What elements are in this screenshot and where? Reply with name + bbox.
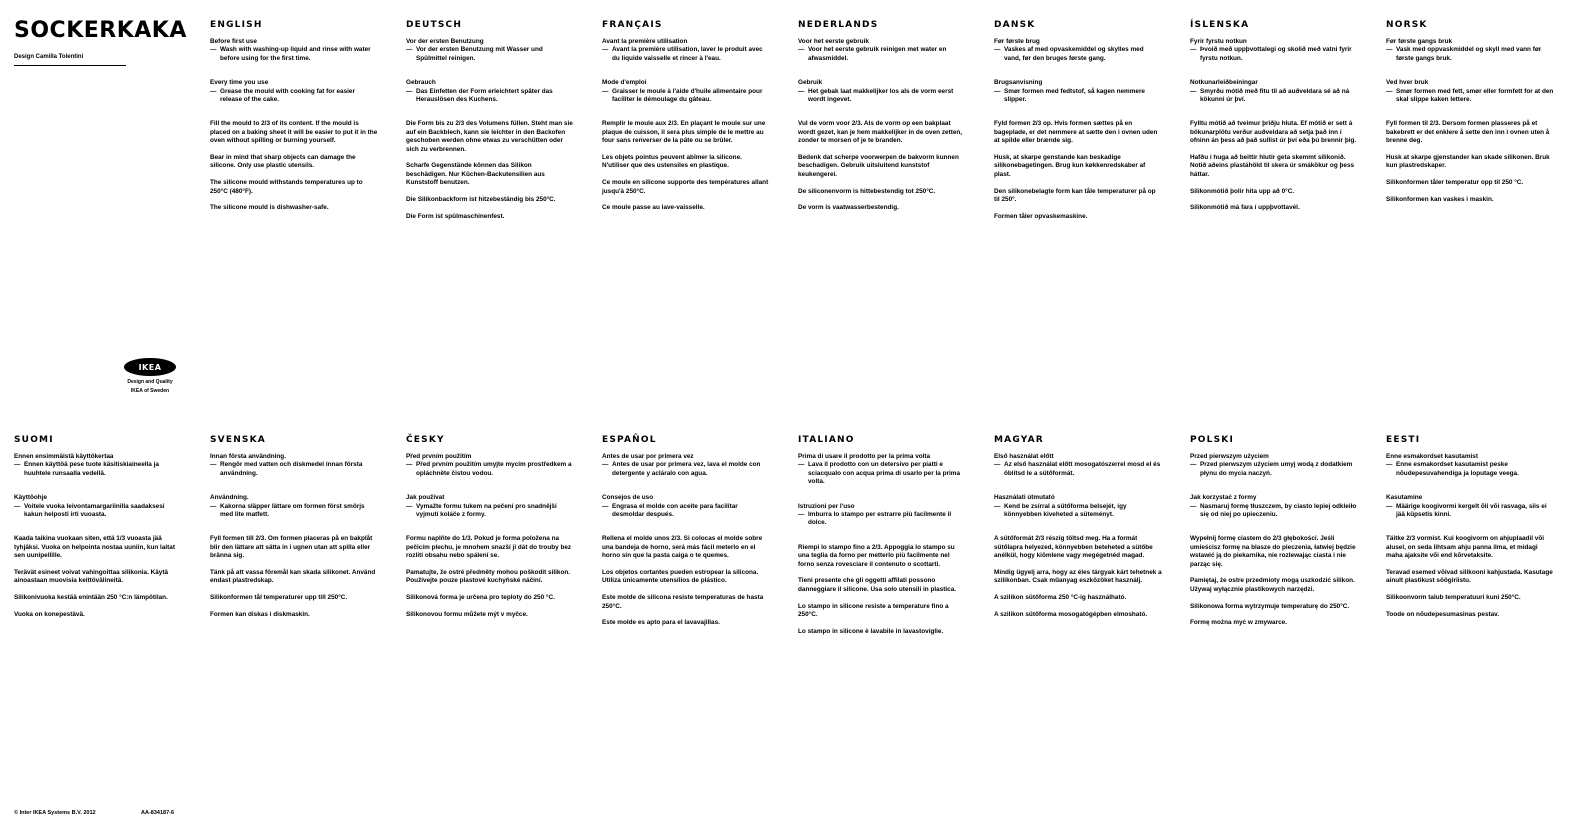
instruction-paragraph: Wypełnij formę ciastem do 2/3 głębokości. Jeśli umieścisz formę na blasze do pieczenia, łatwiej będzie wstawić ją do piekarnika, nie rozlewając ciasta i nie parząc się. [1190,535,1356,568]
instruction-paragraph: Fill the mould to 2/3 of its content. If the mould is placed on a baking sheet it will be easier to put it in the oven without spilling or burning yourself. [210,120,378,145]
before-first-use-text: Lava il prodotto con un detersivo per piatti e sciacqualo con acqua prima di usarlo per la prima volta. [808,461,961,486]
instruction-paragraph: Die Form bis zu 2/3 des Volumens füllen. Steht man sie auf ein Backblech, kann sie leichter in den Backofen geschoben werden ohne etwas zu verschütten oder sich zu verbrennen. [406,120,573,153]
instruction-paragraph: Fylltu mótið að tveimur þriðju hluta. Ef mótið er sett á bökunarplötu verður auðveldara að setja það inn í ofninn án þess að það sullist úr því eða þú brennir þig. [1190,120,1357,145]
usage-title: Käyttöohje [14,494,48,502]
dash-bullet: — [994,87,1001,95]
instruction-paragraph: Die Silikonbackform ist hitzebeständig bis 250°C. [406,196,556,204]
language-section [602,20,770,221]
instruction-paragraph: Silikonformen tåler temperatur opp til 250 °C. [1386,179,1524,187]
dash-bullet: — [1386,46,1393,54]
instruction-paragraph: Lo stampo in silicone è lavabile in lavastoviglie. [798,627,944,635]
dash-bullet: — [994,46,1001,54]
before-first-use-title: Fyrir fyrstu notkun [1190,38,1247,45]
language-heading: FRANÇAIS [602,20,663,30]
language-heading: SUOMI [14,435,54,445]
usage-item [14,503,182,520]
instruction-paragraph: The silicone mould withstands temperatures up to 250°C (480°F). [210,179,363,195]
instruction-paragraph: Mindig ügyelj arra, hogy az éles tárgyak kárt tehetnek a szilikonban. Csak műanyag eszközöket használj. [994,569,1162,585]
before-first-use-item [798,461,966,486]
usage-title: Jak používat [406,494,445,502]
before-first-use-item [210,461,378,478]
before-first-use-item [1190,461,1358,478]
usage-item [406,503,574,520]
instruction-paragraph: Husk at skarpe gjenstander kan skade silikonen. Bruk kun plastredskaper. [1386,154,1550,170]
usage-text: Engrasa el molde con aceite para facilitar desmoldar después. [612,502,738,519]
usage-title: Notkunarleiðbeiningar [1190,79,1258,87]
instruction-paragraph: Scharfe Gegenstände können das Silikon beschädigen. Nur Küchen-Backutensilien aus Kunststoff benutzen. [406,162,545,187]
before-first-use-title: Prima di usare il prodotto per la prima volta [798,453,931,460]
usage-item [994,88,1162,105]
dash-bullet: — [798,511,805,519]
instruction-paragraph: Rellena el molde unos 2/3. Si colocas el molde sobre una bandeja de horno, será más fácil meterlo en el horno sin que la pasta caiga o te quemes. [602,535,763,560]
instruction-paragraph: Fyld formen 2/3 op. Hvis formen sættes på en bageplade, er det nemmere at sætte den i ovnen uden at spilde eller brænde sig. [994,120,1158,145]
dash-bullet: — [1190,502,1197,510]
before-first-use-text: Voor het eerste gebruik reinigen met water en afwasmiddel. [808,46,947,62]
language-section [406,20,574,230]
language-heading: ENGLISH [210,20,263,30]
usage-item [994,503,1162,520]
usage-title: Jak korzystać z formy [1190,494,1257,502]
copyright: © Inter IKEA Systems B.V. 2012 [14,810,96,816]
instruction-paragraph: A szilikon sütőforma 250 °C-ig használható. [994,594,1127,602]
language-heading: POLSKI [1190,435,1234,445]
dash-bullet: — [994,461,1001,469]
language-section [14,435,182,628]
dash-bullet: — [210,46,217,54]
before-first-use-text: Vask med oppvaskmiddel og skyll med vann før første gangs bruk. [1396,46,1542,62]
usage-text: Smør formen med fett, smør eller formfett for at den skal slippe kaken lettere. [1396,87,1554,104]
dash-bullet: — [798,46,805,54]
language-heading: NORSK [1386,20,1428,30]
language-section [406,435,574,628]
instruction-paragraph: Kaada taikina vuokaan siten, että 1/3 vuoasta jää tyhjäksi. Vuoka on helpointa nostaa uuniin, kun laitat sen uunipellille. [14,535,175,560]
usage-title: Ved hver bruk [1386,79,1429,87]
dash-bullet: — [1190,461,1197,469]
before-first-use-title: Før første brug [994,38,1040,45]
usage-text: Kend be zsírral a sütőforma belsejét, így könnyebben kiveheted a süteményt. [1004,502,1127,519]
language-section [1386,435,1554,628]
language-section [994,20,1162,230]
dash-bullet: — [406,461,413,469]
language-section [994,435,1162,628]
instruction-paragraph: Los objetos cortantes pueden estropear la silicona. Utiliza únicamente utensilios de plástico. [602,569,759,585]
before-first-use-item [798,46,966,63]
instruction-paragraph: Ce moule en silicone supporte des températures allant jusqu'à 250°C. [602,179,769,195]
usage-title: Gebruik [798,79,823,87]
instruction-paragraph: The silicone mould is dishwasher-safe. [210,204,329,212]
before-first-use-item [1386,461,1554,478]
language-section [210,435,378,628]
usage-text: Imburra lo stampo per estrarre più facilmente il dolce. [808,511,952,527]
usage-text: Vymažte formu tukem na pečení pro snadnější vyjmutí koláče z formy. [416,502,557,519]
dash-bullet: — [602,461,609,469]
instruction-paragraph: Bear in mind that sharp objects can damage the silicone. Only use plastic utensils. [210,154,356,170]
before-first-use-item [210,46,378,63]
instruction-paragraph: Riempi lo stampo fino a 2/3. Appoggia lo stampo su una teglia da forno per metterlo più facilmente nel forno senza rovesciare il contenuto o scottarti. [798,543,955,568]
before-first-use-text: Az első használat előtt mosogatószerrel mosd el és öblítsd le a sütőformát. [1004,461,1161,477]
instruction-paragraph: Formen kan diskas i diskmaskin. [210,611,310,619]
before-first-use-text: Enne esmakordset kasutamist peske nõudepesuvahendiga ja loputage veega. [1396,461,1519,477]
dash-bullet: — [602,46,609,54]
instruction-paragraph: A szilikon sütőforma mosogatógépben elmosható. [994,611,1148,619]
instruction-paragraph: Täitke 2/3 vormist. Kui koogivorm on ahjuplaadil või alusel, on seda lihtsam ahju panna ilma, et midagi maha ajaksite või end kõrvetaksite. [1386,535,1545,560]
before-first-use-item [602,46,770,63]
language-heading: ITALIANO [798,435,855,445]
designer-credit: Design Camilla Tolentini [14,54,126,66]
language-section [1386,20,1554,213]
instruction-paragraph: Die Form ist spülmaschinenfest. [406,212,505,220]
before-first-use-item [406,461,574,478]
before-first-use-item [1190,46,1358,63]
instruction-paragraph: Fyll formen til 2/3. Dersom formen plasseres på et bakebrett er det enklere å sette den inn i ovnen uten å brenne deg. [1386,120,1550,145]
usage-text: Het gebak laat makkelijker los als de vorm eerst wordt ingevet. [808,87,954,104]
usage-item [602,503,770,520]
instruction-paragraph: Sílikonmótið þolir hita upp að 0°C. [1190,187,1295,195]
usage-text: Kakorna släpper lättare om formen först smörjs med lite matfett. [220,502,365,519]
before-first-use-title: Før første gangs bruk [1386,38,1453,45]
instruction-paragraph: Bedenk dat scherpe voorwerpen de bakvorm kunnen beschadigen. Gebruik uitsluitend kunststof keukengerei. [798,154,959,178]
instruction-paragraph: Este molde de silicona resiste temperaturas de hasta 250°C. [602,594,764,610]
instruction-paragraph: Pamiętaj, że ostre przedmioty mogą uszkodzić silikon. Używaj wyłącznie plastikowych narzędzi. [1190,577,1355,593]
usage-item [602,88,770,105]
usage-title: Gebrauch [406,79,436,87]
language-section [798,20,966,221]
usage-title: Használati útmutató [994,494,1055,502]
language-heading: EESTI [1386,435,1421,445]
language-section [602,435,770,636]
usage-item [798,88,966,105]
dash-bullet: — [1190,46,1197,54]
before-first-use-title: Innan första användning. [210,453,286,460]
dash-bullet: — [798,87,805,95]
dash-bullet: — [1386,502,1393,510]
before-first-use-title: Első használat előtt [994,453,1054,460]
instruction-paragraph: Les objets pointus peuvent abîmer la silicone. N'utiliser que des ustensiles en plastique. [602,154,742,170]
usage-text: Das Einfetten der Form erleichtert später das Herauslösen des Kuchens. [416,87,553,104]
before-first-use-title: Antes de usar por primera vez [602,453,694,460]
dash-bullet: — [406,502,413,510]
brand-block [14,18,187,66]
language-section [210,20,378,221]
before-first-use-title: Před prvním použitím [406,453,472,460]
dash-bullet: — [1190,87,1197,95]
dash-bullet: — [14,461,21,469]
instruction-paragraph: Sílikonmótið má fara í uppþvottavél. [1190,204,1300,212]
instruction-paragraph: De vorm is vaatwasserbestendig. [798,204,899,212]
usage-item [1386,88,1554,105]
instruction-paragraph: A sütőformát 2/3 részig töltsd meg. Ha a formát sütőlapra helyezed, könnyebben beteheted a sütőbe anélkül, hogy kiömlene vagy megégetnéd magad. [994,535,1153,560]
product-name: SOCKERKAKA [14,18,187,43]
language-heading: DANSK [994,20,1036,30]
instruction-paragraph: Tänk på att vassa föremål kan skada silikonet. Använd endast plastredskap. [210,569,376,585]
language-heading: MAGYAR [994,435,1044,445]
before-first-use-title: Before first use [210,38,257,45]
language-section [798,435,966,645]
logo-badge [124,358,176,376]
logo-tagline-1: Design and Quality [127,379,173,385]
before-first-use-title: Ennen ensimmäistä käyttökertaa [14,453,114,460]
instruction-paragraph: Remplir le moule aux 2/3. En plaçant le moule sur une plaque de cuisson, il sera plus simple de le mettre au four sans renverser de la pâte ou se brûler. [602,120,766,145]
instruction-paragraph: Vul de vorm voor 2/3. Als de vorm op een bakplaat wordt gezet, kan je hem makkelijker in de oven zetten, zonder te morsen of je te branden. [798,120,963,145]
instruction-paragraph: Silikoonvorm talub temperatuuri kuni 250°C. [1386,594,1521,602]
usage-item [798,511,966,528]
before-first-use-text: Wash with washing-up liquid and rinse with water before using for the first time. [220,46,371,62]
usage-text: Nasmaruj formę tłuszczem, by ciasto lepiej odkleiło się od niej po upieczeniu. [1200,502,1357,519]
before-first-use-title: Vor der ersten Benutzung [406,38,484,45]
before-first-use-item [994,461,1162,478]
instruction-paragraph: Silikonowa forma wytrzymuje temperaturę do 250°C. [1190,602,1350,610]
instruction-paragraph: De siliconenvorm is hittebestendig tot 250°C. [798,187,936,195]
document-code: AA-834187-6 [141,810,175,816]
usage-text: Smyrðu mótið með fitu til að auðveldara sé að ná kökunni úr því. [1200,87,1350,104]
logo-mark: IKEA [138,362,162,372]
dash-bullet: — [994,502,1001,510]
before-first-use-item [994,46,1162,63]
usage-item [1190,88,1358,105]
language-heading: ESPAÑOL [602,435,657,445]
instruction-paragraph: Hafðu í huga að beittir hlutir geta skemmt sílikonið. Notið aðeins plastáhöld til skera úr smákökur og þess háttar. [1190,154,1355,178]
instruction-paragraph: Lo stampo in silicone resiste a temperature fino a 250°C. [798,602,949,619]
instruction-paragraph: Formę można myć w zmywarce. [1190,619,1287,627]
before-first-use-title: Przed pierwszym użyciem [1190,453,1269,460]
usage-title: Istruzioni per l'uso [798,502,855,510]
instruction-paragraph: Silikonivuoka kestää enintään 250 °C:n lämpötilan. [14,594,168,602]
instruction-paragraph: Teravad esemed võivad silikooni kahjustada. Kasutage ainult plastikust söögiriistu. [1386,569,1553,585]
language-heading: NEDERLANDS [798,20,879,30]
instruction-paragraph: Tieni presente che gli oggetti affilati possono danneggiare il silicone. Usa solo utensili in plastica. [798,577,957,593]
before-first-use-item [602,461,770,478]
dash-bullet: — [14,502,21,510]
usage-title: Kasutamine [1386,494,1423,502]
usage-item [1386,503,1554,520]
instruction-paragraph: Terävät esineet voivat vahingoittaa silikonia. Käytä ainoastaan muovisia keittövälineitä. [14,569,169,585]
instruction-paragraph: Vuoka on konepestävä. [14,611,85,619]
logo-tagline-2: IKEA of Sweden [130,388,170,394]
before-first-use-title: Enne esmakordset kasutamist [1386,453,1478,460]
before-first-use-text: Przed pierwszym użyciem umyj wodą z dodatkiem płynu do mycia naczyń. [1200,461,1353,477]
usage-item [1190,503,1358,520]
instruction-paragraph: Pamatujte, že ostré předměty mohou poškodit silikon. Používejte pouze plastové kuchyňské náčiní. [406,569,571,585]
usage-title: Brugsanvisning [994,79,1043,87]
dash-bullet: — [210,87,217,95]
instruction-paragraph: Silikonová forma je určena pro teploty do 250 °C. [406,594,555,602]
before-first-use-title: Voor het eerste gebruik [798,38,869,45]
before-first-use-text: Vaskes af med opvaskemiddel og skylles med vand, før den bruges første gang. [1004,46,1144,62]
language-heading: SVENSKA [210,435,266,445]
before-first-use-item [1386,46,1554,63]
instruction-paragraph: Fyll formen till 2/3. Om formen placeras på en bakplåt blir den lättare att sätta in i ugnen utan att spilla eller bränna sig. [210,535,373,560]
instruction-paragraph: Silikonovou formu můžete mýt v myčce. [406,611,528,619]
dash-bullet: — [406,46,413,54]
instruction-paragraph: Den silikonebelagte form kan tåle temperaturer på op til 250°. [994,187,1156,204]
before-first-use-text: Antes de usar por primera vez, lava el molde con detergente y acláralo con agua. [612,461,761,477]
ikea-logo [118,358,182,394]
instruction-paragraph: Silikonformen tål temperaturer upp till 250°C. [210,594,348,602]
usage-text: Grease the mould with cooking fat for easier release of the cake. [220,87,355,104]
usage-text: Määrige koogivormi kergelt õli või rasvaga, siis ei jää küpsetis kinni. [1396,502,1547,519]
usage-text: Graisser le moule à l'aide d'huile alimentaire pour faciliter le démoulage du gâteau. [612,87,763,104]
instruction-paragraph: Ce moule passe au lave-vaisselle. [602,204,705,212]
usage-title: Mode d'emploi [602,79,647,87]
language-heading: DEUTSCH [406,20,463,30]
language-heading: ČESKY [406,435,445,445]
dash-bullet: — [602,87,609,95]
dash-bullet: — [798,461,805,469]
usage-title: Every time you use [210,79,269,87]
usage-text: Smør formen med fedtstof, så kagen nemmere slipper. [1004,87,1145,104]
before-first-use-title: Avant la première utilisation [602,38,688,45]
before-first-use-text: Před prvním použitím umyjte mycím prostředkem a opláchněte čistou vodou. [416,461,572,477]
dash-bullet: — [406,87,413,95]
dash-bullet: — [1386,87,1393,95]
usage-title: Consejos de uso [602,494,654,502]
before-first-use-text: Rengör med vatten och diskmedel innan första användning. [220,461,363,477]
dash-bullet: — [1386,461,1393,469]
instruction-paragraph: Husk, at skarpe genstande kan beskadige silikonebagetingen. Brug kun køkkenredskaber af plast. [994,154,1146,178]
instruction-paragraph: Formen tåler opvaskemaskine. [994,212,1088,220]
instruction-paragraph: Toode on nõudepesumasinas pestav. [1386,611,1500,619]
instruction-paragraph: Este molde es apto para el lavavajillas. [602,619,720,627]
before-first-use-item [14,461,182,478]
instruction-paragraph: Formu naplňte do 1/3. Pokud je forma položena na pečicím plechu, je mnohem snazší ji dát do trouby bez rozlití obsahu nebo spálení se. [406,535,572,560]
usage-item [210,88,378,105]
before-first-use-text: Þvoið með uppþvottalegi og skolið með vatni fyrir fyrstu notkun. [1200,46,1352,62]
instruction-paragraph: Silikonformen kan vaskes i maskin. [1386,196,1494,204]
usage-text: Voitele vuoka leivontamargariinilla saadaksesi kakun helposti irti vuoasta. [24,502,165,519]
usage-item [210,503,378,520]
before-first-use-item [406,46,574,63]
before-first-use-text: Avant la première utilisation, laver le produit avec du liquide vaisselle et rincer à l'eau. [612,46,763,62]
before-first-use-text: Vor der ersten Benutzung mit Wasser und Spülmittel reinigen. [416,46,543,62]
dash-bullet: — [602,502,609,510]
dash-bullet: — [210,461,217,469]
before-first-use-text: Ennen käyttöä pese tuote käsitiskiaineella ja huuhtele runsaalla vedellä. [24,461,159,477]
language-section [1190,435,1358,636]
language-heading: ÍSLENSKA [1190,20,1250,30]
usage-title: Användning. [210,494,249,502]
language-section [1190,20,1358,221]
dash-bullet: — [210,502,217,510]
usage-item [406,88,574,105]
